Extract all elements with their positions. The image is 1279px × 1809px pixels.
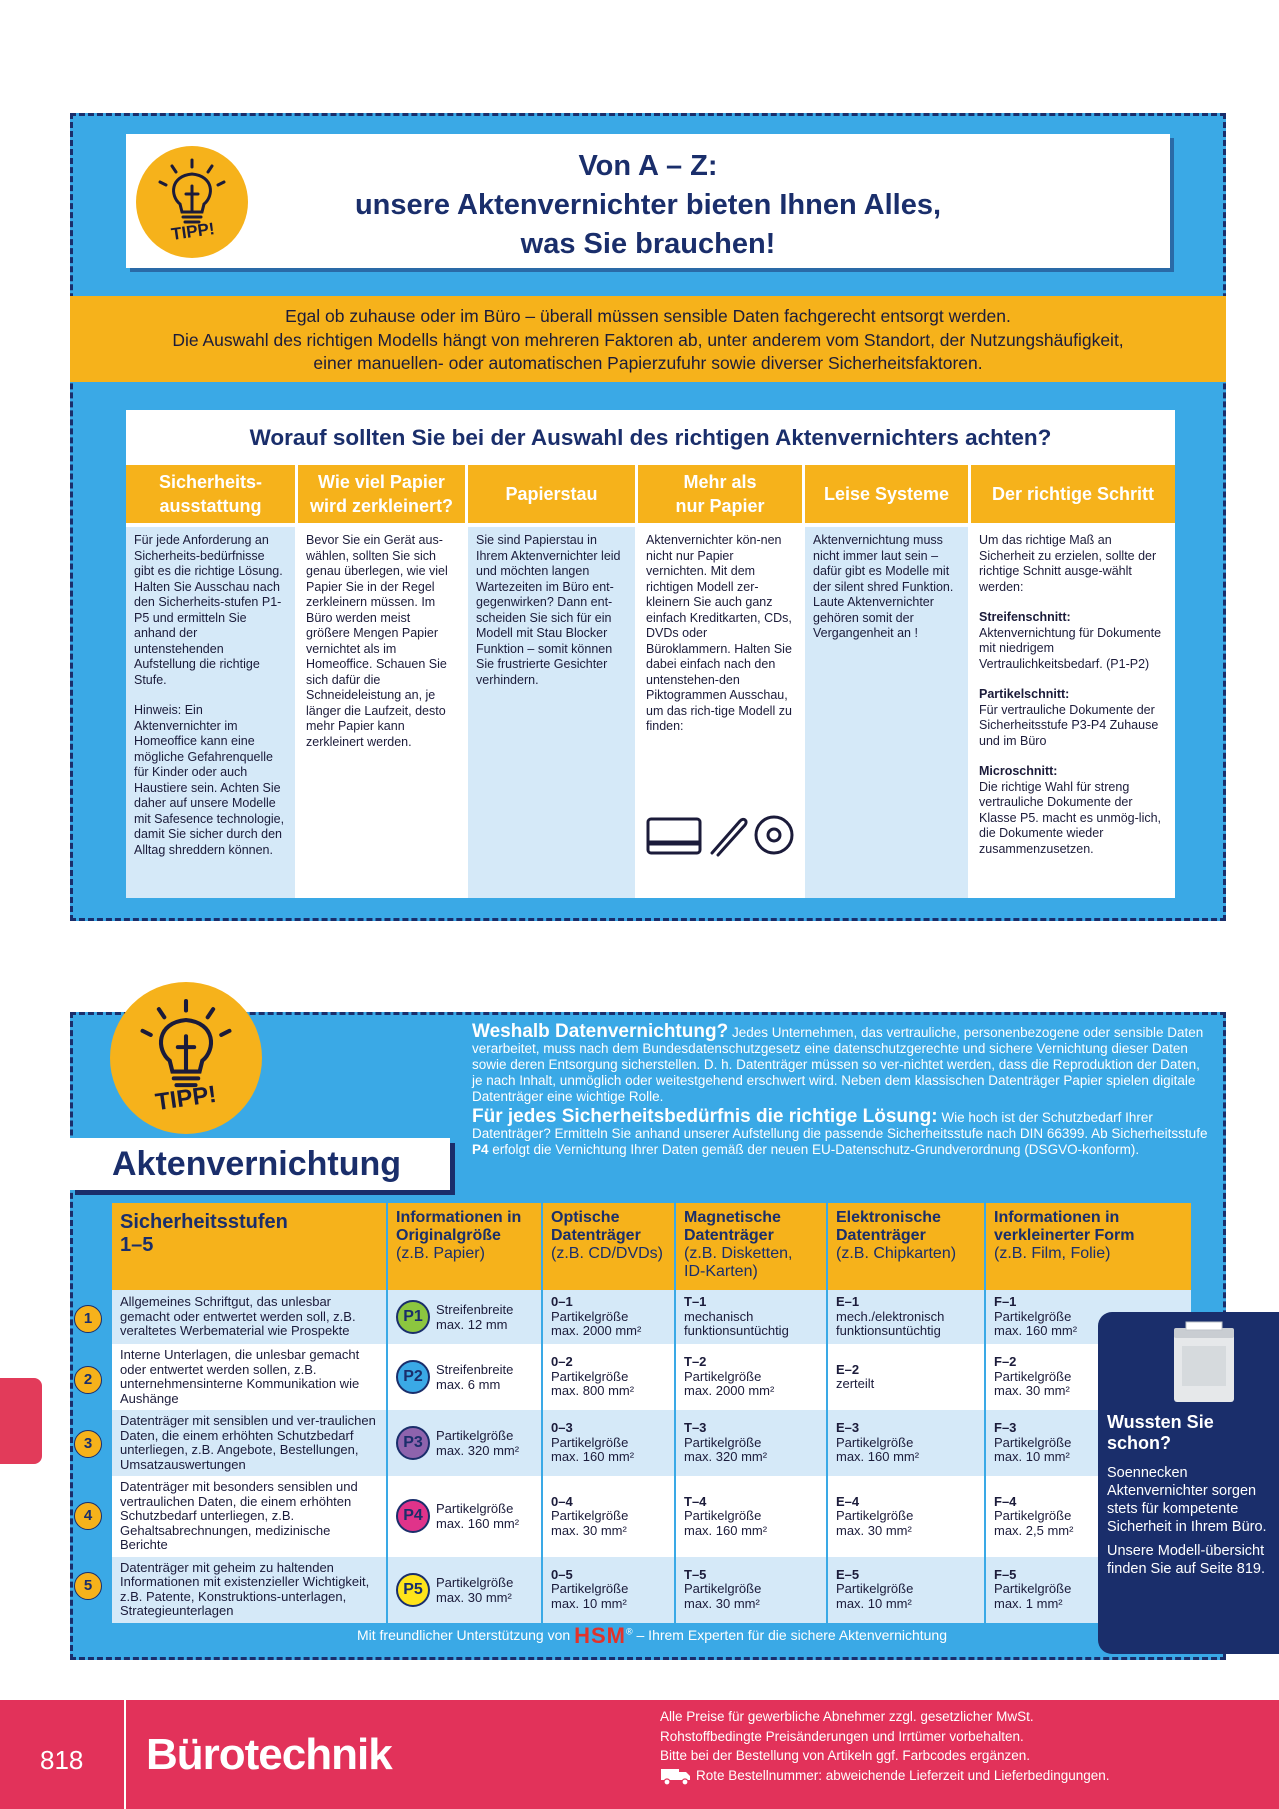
intro-line-1: Egal ob zuhause oder im Büro – überall müssen sensible Daten fachgerecht entsorgt werden. [285, 306, 1011, 326]
section-name: Bürotechnik [146, 1730, 392, 1779]
need-heading: Für jedes Sicherheitsbedürfnis die richtige Lösung: [472, 1106, 938, 1127]
magnetic-cell: T–4 Partikelgröße max. 160 mm² [675, 1476, 827, 1557]
reduced-form-cell: F–4 Partikelgröße max. 2,5 mm² [985, 1476, 1192, 1557]
paper-level-cell: P2 Streifenbreite max. 6 mm [387, 1344, 542, 1410]
intro-line-3: einer manuellen- oder automatischen Papierzufuhr sowie diverser Sicherheitsfaktoren. [313, 353, 983, 373]
section2-title: Aktenvernichtung [70, 1138, 450, 1190]
hsm-credit: Mit freundlicher Unterstützung von HSM® – Ihrem Experten für die sichere Aktenvernichtung [356, 1623, 948, 1648]
magnetic-cell: T–1 mechanisch funktionsuntüchtig [675, 1290, 827, 1344]
guide-col-head-right-cut: Der richtige Schritt [971, 465, 1175, 523]
intro-band [70, 296, 1226, 382]
level-number-5: 5 [74, 1572, 102, 1600]
header-magnetic: Magnetische Datenträger (z.B. Disketten, ID-Karten) [675, 1203, 827, 1290]
section2-badge-label: TIPP! [153, 1080, 219, 1117]
level-description: Datenträger mit besonders sensiblen und vertraulichen Daten, die einem erhöhten Schutzbedarf unterliegen, z.B. Gehaltsabrechnungen, medizinische Berichte [112, 1476, 387, 1557]
did-you-know-text-2: Unsere Modell-übersicht finden Sie auf Seite 819. [1107, 1543, 1266, 1577]
security-level-badge: P4 [396, 1499, 430, 1533]
optical-cell: 0–2 Partikelgröße max. 800 mm² [542, 1344, 675, 1410]
table-header-row [112, 1203, 1192, 1290]
table-row [112, 1476, 1192, 1557]
security-level-badge: P5 [396, 1573, 430, 1607]
table-row [112, 1344, 1192, 1410]
security-level-badge: P2 [396, 1360, 430, 1394]
tip-title-line-2: unsere Aktenvernichter bieten Ihnen Alles, [354, 189, 942, 221]
magnetic-cell: T–2 Partikelgröße max. 2000 mm² [675, 1344, 827, 1410]
selection-guide-title: Worauf sollten Sie bei der Auswahl des richtigen Aktenvernichters achten? [249, 425, 1052, 450]
guide-col-body-paper-amount: Bevor Sie ein Gerät aus-wählen, sollten Sie sich genau überlegen, wie viel Papier Sie in der Regel zerkleinern müssen. Im Büro werden meist größere Mengen Papier vernichtet als im Homeoffice. Schauen Sie sich dafür die Schneideleistung an, je länger die Laufzeit, desto mehr Papier kann zerkleinert werden. [306, 533, 448, 749]
guide-col-body-right-cut: Um das richtige Maß an Sicherheit zu erzielen, sollte der richtige Schnitt ausge-wählt werden: Streifenschnitt: Aktenvernichtung für Dokumente mit niedrigem Vertraulichkeitsbedarf. (P1-P2) Partikelschnitt: Für vertrauliche Dokumente der Sicherheitsstufe P3-P4 Zuhause und im Büro Microschnitt: Die richtige Wahl für streng vertrauliche Dokumente der Klasse P5. macht es unmög-lich, die Dokumente wieder zusammenzusetzen. [979, 533, 1162, 856]
paper-level-cell: P3 Partikelgröße max. 320 mm² [387, 1410, 542, 1476]
guide-col-body-paper-jam: Sie sind Papierstau in Ihrem Aktenvernichter leid und möchten langen Wartezeiten im Büro ent-gegenwirken? Dann ent-scheiden Sie sich für ein Modell mit Stau Blocker Funktion – somit können Sie frustrierte Gesichter verhindern. [468, 527, 635, 898]
reduced-form-cell: F–1 Partikelgröße max. 160 mm² [985, 1290, 1192, 1344]
tip-title-box [126, 134, 1170, 268]
tip-badge-label: TIPP! [170, 219, 216, 244]
reduced-form-cell: F–5 Partikelgröße max. 1 mm² [985, 1557, 1192, 1623]
table-row [112, 1290, 1192, 1344]
tip-title-line-1: Von A – Z: [578, 150, 718, 182]
cd-icon [756, 817, 792, 853]
guide-col-head-security: Sicherheits- ausstattung [126, 465, 295, 523]
reduced-form-cell: F–3 Partikelgröße max. 10 mm² [985, 1410, 1192, 1476]
section2-lightbulb-badge [110, 982, 262, 1134]
did-you-know-text-1: Soennecken Aktenvernichter sorgen stets für kompetente Sicherheit in Ihrem Büro. [1107, 1465, 1267, 1535]
table-row [112, 1557, 1192, 1623]
electronic-cell: E–4 Partikelgröße max. 30 mm² [827, 1476, 985, 1557]
table-row [112, 1410, 1192, 1476]
paper-level-cell: P1 Streifenbreite max. 12 mm [387, 1290, 542, 1344]
level-number-3: 3 [74, 1430, 102, 1458]
guide-col-head-more-than-paper: Mehr als nur Papier [638, 465, 802, 523]
guide-col-body-quiet-systems: Aktenvernichtung muss nicht immer laut sein – dafür gibt es Modelle mit der silent shred Funktion. Laute Aktenvernichter gehören somit der Vergangenheit an ! [805, 527, 968, 898]
paper-level-cell: P5 Partikelgröße max. 30 mm² [387, 1557, 542, 1623]
guide-col-body-more-than-paper: Aktenvernichter kön-nen nicht nur Papier vernichten. Mit dem richtigen Modell zer-kleinern Sie auch ganz einfach Kreditkarten, CDs, DVDs oder Büroklammern. Halten Sie dabei einfach nach den untenstehen-den Piktogrammen Ausschau, um das rich-tige Modell zu finden: [646, 533, 792, 733]
did-you-know-heading: Wussten Sie schon? [1107, 1412, 1214, 1453]
why-heading: Weshalb Datenvernichtung? [472, 1021, 729, 1042]
level-description: Datenträger mit sensiblen und ver-traulichen Daten, die einem erhöhten Schutzbedarf unterliegen, z.B. Angebote, Bestellungen, Umsatzauswertungen [112, 1410, 387, 1476]
header-reduced-form: Informationen in verkleinerter Form (z.B. Film, Folie) [985, 1203, 1192, 1290]
guide-col-head-quiet-systems: Leise Systeme [805, 465, 968, 523]
selection-guide [126, 410, 1175, 898]
security-levels-table [112, 1203, 1193, 1623]
guide-col-body-security: Für jede Anforderung an Sicherheits-bedürfnisse gibt es die richtige Lösung. Halten Sie Ausschau nach den Sicherheits-stufen P1-P5 und ermitteln Sie anhand der untenstehenden Aufstellung die richtige Stufe. Hinweis: Ein Aktenvernichter im Homeoffice kann eine mögliche Gefahrenquelle für Kinder oder auch Haustiere sein. Achten Sie daher auf unsere Modelle mit Safesence technologie, damit Sie sicher durch den Alltag shreddern können. [126, 527, 295, 898]
level-description: Interne Unterlagen, die unlesbar gemacht oder entwertet werden sollen, z.B. unternehmensinterne Kommunikation wie Aushänge [112, 1344, 387, 1410]
optical-cell: 0–3 Partikelgröße max. 160 mm² [542, 1410, 675, 1476]
tip-lightbulb-badge [136, 146, 248, 258]
header-optical: Optische Datenträger (z.B. CD/DVDs) [542, 1203, 675, 1290]
level-number-1: 1 [74, 1305, 102, 1333]
paper-level-cell: P4 Partikelgröße max. 160 mm² [387, 1476, 542, 1557]
delivery-truck-icon [660, 1766, 692, 1786]
magnetic-cell: T–3 Partikelgröße max. 320 mm² [675, 1410, 827, 1476]
optical-cell: 0–5 Partikelgröße max. 10 mm² [542, 1557, 675, 1623]
guide-col-head-paper-amount: Wie viel Papier wird zerkleinert? [298, 465, 465, 523]
media-pictograms [646, 813, 796, 857]
paperclip-icon [712, 819, 746, 855]
header-electronic: Elektronische Datenträger (z.B. Chipkarten) [827, 1203, 985, 1290]
level-number-2: 2 [74, 1366, 102, 1394]
level-number-4: 4 [74, 1502, 102, 1530]
footer-divider [124, 1700, 126, 1809]
security-level-badge: P1 [396, 1300, 430, 1334]
optical-cell: 0–1 Partikelgröße max. 2000 mm² [542, 1290, 675, 1344]
shredder-product-image [1168, 1320, 1240, 1406]
page-number: 818 [40, 1745, 84, 1775]
header-original-size: Informationen in Originalgröße (z.B. Papier) [387, 1203, 542, 1290]
tip-title-line-3: was Sie brauchen! [520, 228, 776, 260]
electronic-cell: E–1 mech./elektronisch funktionsuntüchtig [827, 1290, 985, 1344]
security-level-badge: P3 [396, 1426, 430, 1460]
credit-card-icon [648, 819, 700, 853]
reduced-form-cell: F–2 Partikelgröße max. 30 mm² [985, 1344, 1192, 1410]
level-description: Datenträger mit geheim zu haltenden Informationen mit existenzieller Wichtigkeit, z.B. Patente, Konstruktions-unterlagen, Strategieunterlagen [112, 1557, 387, 1623]
level-description: Allgemeines Schriftgut, das unlesbar gemacht oder entwertet werden soll, z.B. veraltetes Werbematerial wie Prospekte [112, 1290, 387, 1344]
electronic-cell: E–2 zerteilt [827, 1344, 985, 1410]
why-shredding-text: Weshalb Datenvernichtung? Jedes Unternehmen, das vertrauliche, personenbezogene oder sensible Daten verarbeitet, muss nach dem Bundesdatenschutzgesetz eine datenschutzgerechte und sichere Vernichtung dieser Daten sowie deren Entsorgung sicherstellen. D. h. Datenträger müssen so ver-nichtet werden, dass die Reproduktion der Daten, je nach Inhalt, unmöglich oder weitestgehend erschwert wird. Neben dem klassischen Datenträger Papier spielen digitale Datenträger eine wichtige Rolle. Für jedes Sicherheitsbedürfnis die richtige Lösung: Wie hoch ist der Schutzbedarf Ihrer Datenträger? Ermitteln Sie anhand unserer Aufstellung die passende Sicherheitsstufe nach DIN 66399. Ab Sicherheitsstufe P4 erfolgt die Vernichtung Ihrer Daten gemäß der neuen EU-Datenschutz-Grundverordnung (DSGVO-konform). [472, 1021, 1208, 1157]
why-body: Jedes Unternehmen, das vertrauliche, personenbezogene oder sensible Daten verarbeitet, muss nach dem Bundesdatenschutzgesetz eine datenschutzgerechte und sichere Vernichtung dieser Daten sowie deren Entsorgung sicherstellen. D. h. Datenträger müssen so ver-nichtet werden, dass die Reproduktion der Daten, je nach Inhalt, unmöglich oder weitestgehend erschwert wird. Neben dem klassischen Datenträger Papier spielen digitale Datenträger eine wichtige Rolle. [472, 1025, 1204, 1104]
hsm-logo: HSM [574, 1623, 626, 1648]
header-security-levels: Sicherheitsstufen 1–5 [112, 1203, 387, 1290]
intro-line-2: Die Auswahl des richtigen Modells hängt von mehreren Faktoren ab, unter anderem vom Standort, der Nutzungshäufigkeit, [172, 329, 1124, 350]
optical-cell: 0–4 Partikelgröße max. 30 mm² [542, 1476, 675, 1557]
guide-col-head-paper-jam: Papierstau [468, 465, 635, 523]
magnetic-cell: T–5 Partikelgröße max. 30 mm² [675, 1557, 827, 1623]
section-tab-marker [0, 1378, 42, 1464]
did-you-know-box [1098, 1312, 1279, 1654]
footer-notes: Alle Preise für gewerbliche Abnehmer zzgl. gesetzlicher MwSt. Rohstoffbedingte Preisänderungen und Irrtümer vorbehalten. Bitte bei der Bestellung von Artikeln ggf. Farbcodes ergänzen. Rote Bestellnummer: abweichende Lieferzeit und Lieferbedingungen. [660, 1707, 1260, 1786]
electronic-cell: E–3 Partikelgröße max. 160 mm² [827, 1410, 985, 1476]
electronic-cell: E–5 Partikelgröße max. 10 mm² [827, 1557, 985, 1623]
